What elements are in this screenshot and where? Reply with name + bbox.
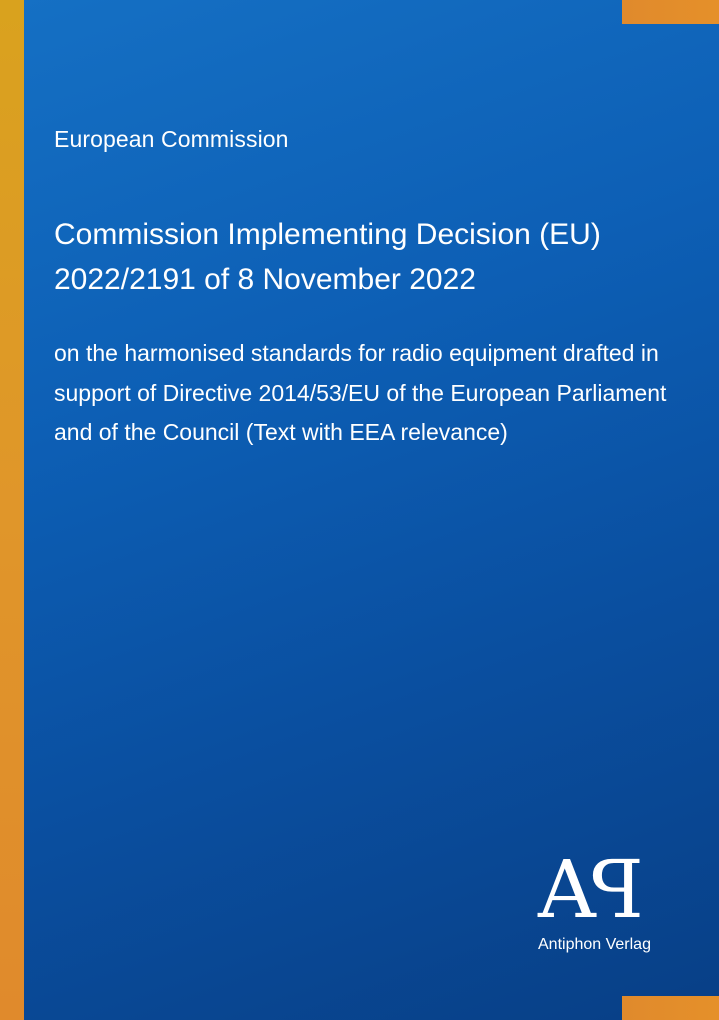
book-title: Commission Implementing Decision (EU) 2022/2191 of 8 November 2022 bbox=[54, 218, 601, 296]
publisher-name: Antiphon Verlag bbox=[538, 936, 651, 953]
left-accent-bar bbox=[0, 0, 24, 1020]
publisher-logo-mark bbox=[538, 843, 644, 936]
author-name: European Commission bbox=[54, 126, 289, 152]
book-subtitle: on the harmonised standards for radio equipment drafted in support of Directive 2014/53/EU of the European Parliament and of the Council (Text with EEA relevance) bbox=[54, 340, 667, 445]
top-accent-bar bbox=[622, 0, 719, 24]
bottom-accent-bar bbox=[622, 996, 719, 1020]
logo-letter-a: A bbox=[538, 843, 596, 936]
publisher-logo bbox=[538, 843, 658, 936]
logo-letter-p: P bbox=[589, 843, 644, 936]
